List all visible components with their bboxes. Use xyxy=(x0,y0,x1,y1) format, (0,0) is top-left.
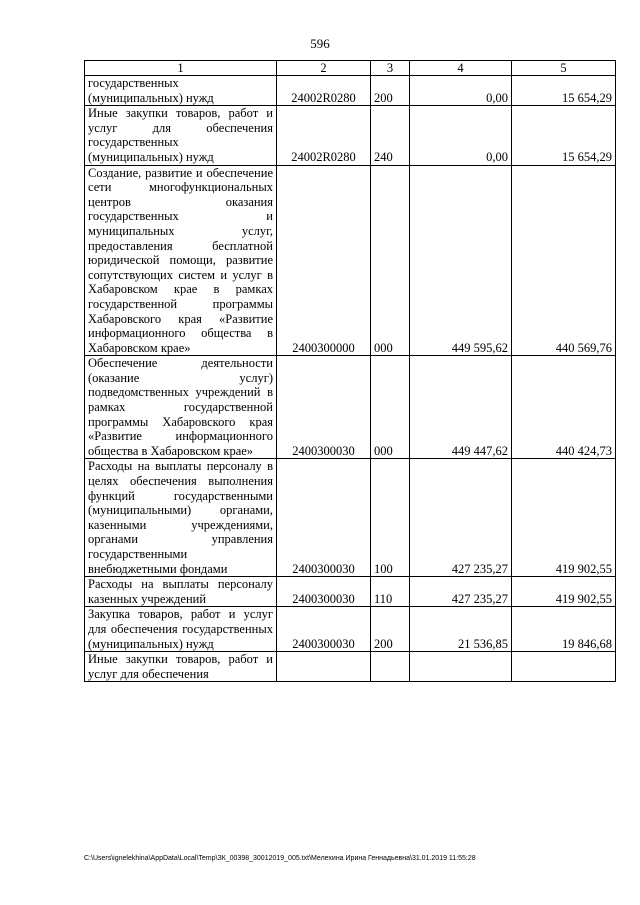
table-header-row xyxy=(85,61,616,76)
row-expense-type: 000 xyxy=(371,356,410,459)
column-header-5: 5 xyxy=(512,61,616,76)
row-amount-2: 440 569,76 xyxy=(512,165,616,356)
row-amount-1: 21 536,85 xyxy=(410,607,512,652)
row-amount-1: 449 595,62 xyxy=(410,165,512,356)
row-amount-1: 0,00 xyxy=(410,76,512,106)
row-amount-1: 427 235,27 xyxy=(410,459,512,577)
row-amount-1: 427 235,27 xyxy=(410,577,512,607)
row-expense-type: 200 xyxy=(371,607,410,652)
row-name: Расходы на выплаты персоналу в целях обеспечения выполнения функций государственными (муниципальными) органами, казенными учреждениями, органами управления государственными внебюджетными фондами xyxy=(85,459,277,577)
row-target-code: 2400300000 xyxy=(277,165,371,356)
table-row xyxy=(85,607,616,652)
row-name: государственных (муниципальных) нужд xyxy=(85,76,277,106)
row-name: Закупка товаров, работ и услуг для обеспечения государственных (муниципальных) нужд xyxy=(85,607,277,652)
row-target-code xyxy=(277,652,371,682)
row-target-code: 24002R0280 xyxy=(277,106,371,165)
row-amount-2: 19 846,68 xyxy=(512,607,616,652)
row-target-code: 24002R0280 xyxy=(277,76,371,106)
table-row xyxy=(85,459,616,577)
column-header-2: 2 xyxy=(277,61,371,76)
row-amount-2 xyxy=(512,652,616,682)
column-header-1: 1 xyxy=(85,61,277,76)
row-target-code: 2400300030 xyxy=(277,577,371,607)
row-amount-2: 440 424,73 xyxy=(512,356,616,459)
row-expense-type xyxy=(371,652,410,682)
row-amount-2: 15 654,29 xyxy=(512,76,616,106)
column-header-4: 4 xyxy=(410,61,512,76)
row-amount-1: 0,00 xyxy=(410,106,512,165)
row-amount-2: 15 654,29 xyxy=(512,106,616,165)
row-name: Обеспечение деятельности (оказание услуг) подведомственных учреждений в рамках государственной программы Хабаровского края «Развитие информационного общества в Хабаровском крае» xyxy=(85,356,277,459)
row-name: Иные закупки товаров, работ и услуг для обеспечения xyxy=(85,652,277,682)
row-expense-type: 110 xyxy=(371,577,410,607)
table-row xyxy=(85,577,616,607)
row-name: Создание, развитие и обеспечение сети многофункциональных центров оказания государственных и муниципальных услуг, предоставления бесплатной юридической помощи, развитие сопутствующих систем и услуг в Хабаровском крае в рамках государственной программы Хабаровского края «Развитие информационного общества в Хабаровском крае» xyxy=(85,165,277,356)
table-row xyxy=(85,165,616,356)
table-row xyxy=(85,652,616,682)
column-header-3: 3 xyxy=(371,61,410,76)
row-expense-type: 240 xyxy=(371,106,410,165)
row-amount-1: 449 447,62 xyxy=(410,356,512,459)
row-expense-type: 200 xyxy=(371,76,410,106)
row-expense-type: 000 xyxy=(371,165,410,356)
row-target-code: 2400300030 xyxy=(277,356,371,459)
row-amount-2: 419 902,55 xyxy=(512,577,616,607)
budget-table xyxy=(84,60,616,682)
page-number: 596 xyxy=(310,36,330,51)
row-amount-1 xyxy=(410,652,512,682)
row-amount-2: 419 902,55 xyxy=(512,459,616,577)
table-row xyxy=(85,106,616,165)
row-target-code: 2400300030 xyxy=(277,459,371,577)
row-name: Расходы на выплаты персоналу казенных учреждений xyxy=(85,577,277,607)
table-row xyxy=(85,76,616,106)
row-name: Иные закупки товаров, работ и услуг для обеспечения государственных (муниципальных) нужд xyxy=(85,106,277,165)
document-footer: C:\Users\ignelekhina\AppData\Local\Temp\ЗК_00398_30012019_005.txt\Мелехина Ирина Геннадьевна\31.01.2019 11:55:28 xyxy=(84,855,476,862)
row-expense-type: 100 xyxy=(371,459,410,577)
row-target-code: 2400300030 xyxy=(277,607,371,652)
table-row xyxy=(85,356,616,459)
